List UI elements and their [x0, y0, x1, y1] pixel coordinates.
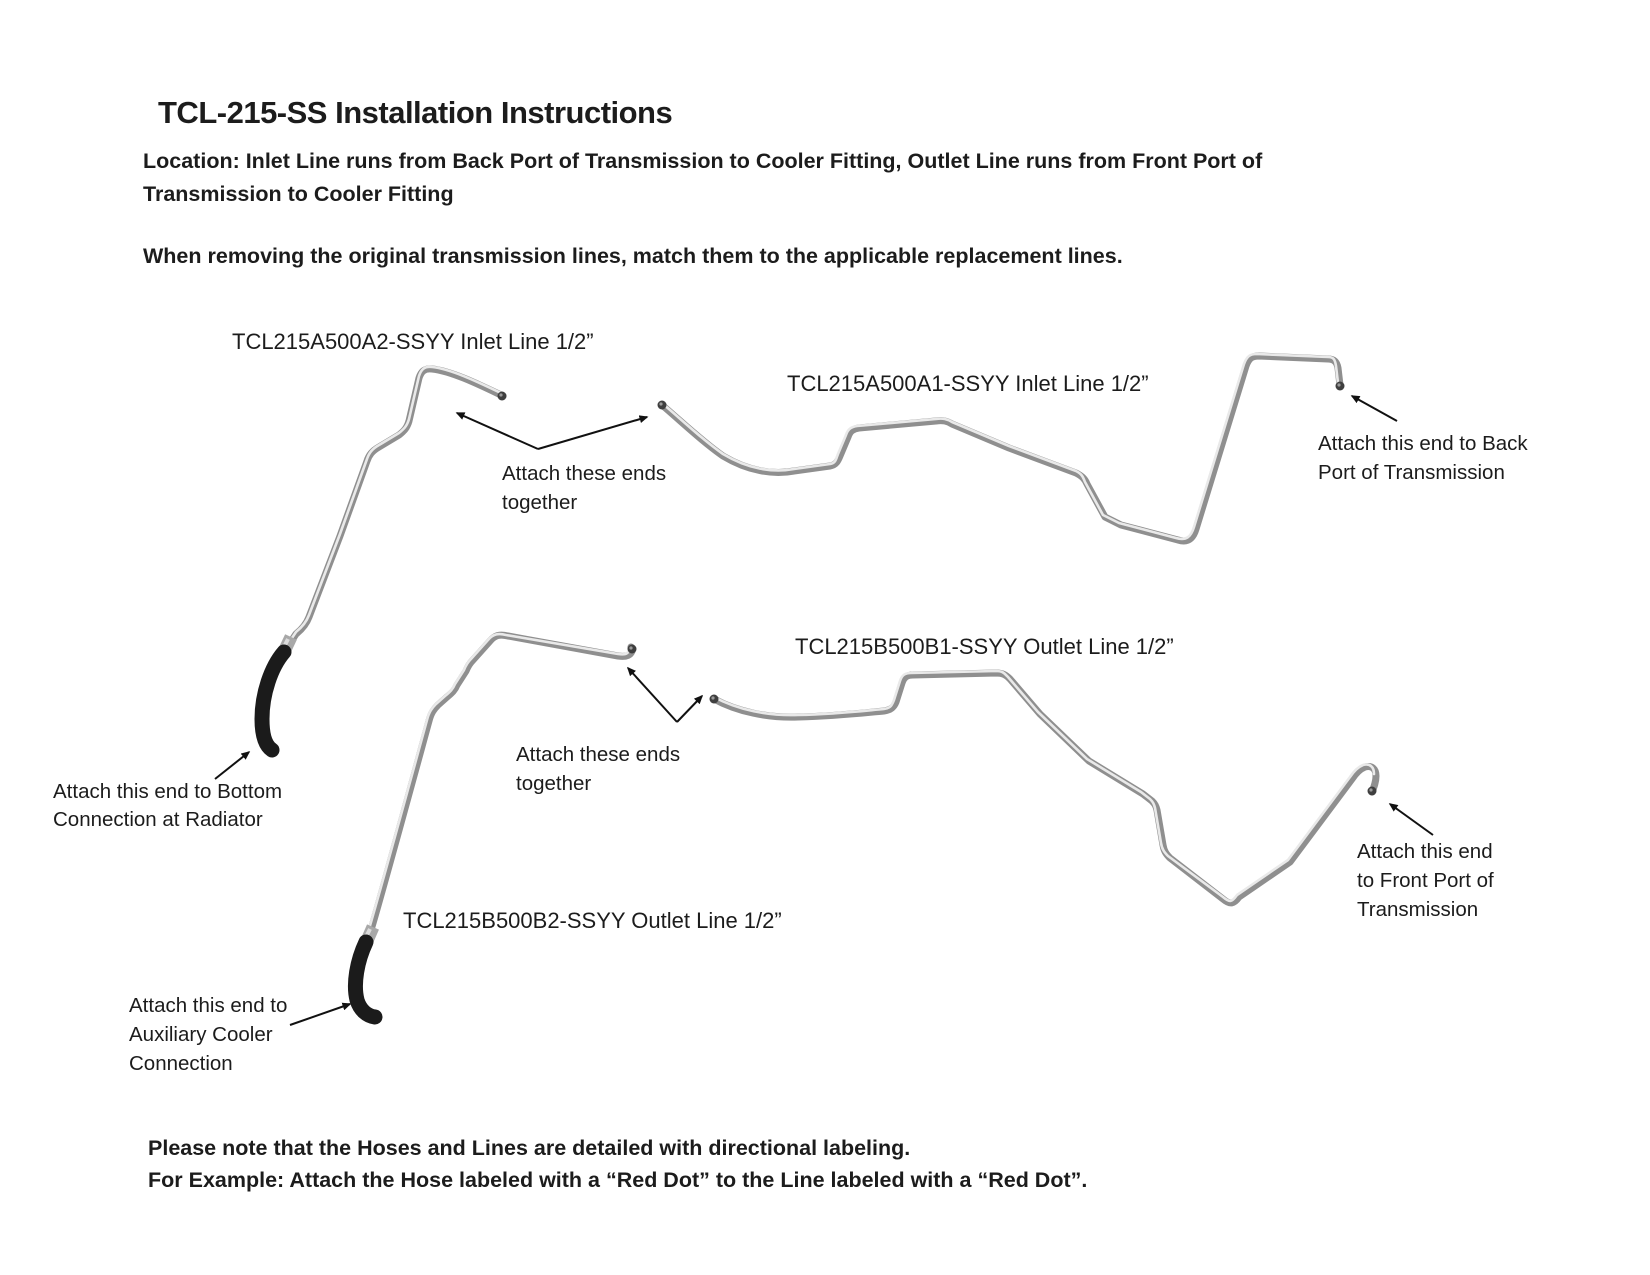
annotation-line: Auxiliary Cooler — [129, 1023, 273, 1046]
annotation-line: Attach this end — [1357, 840, 1493, 863]
annotation-line: Attach these ends — [516, 743, 681, 766]
annotation-line: together — [502, 491, 578, 514]
arrow-radiator — [215, 752, 249, 779]
annotation-front-port — [1357, 837, 1494, 924]
footer-note-line-2: For Example: Attach the Hose labeled with a “Red Dot” to the Line labeled with a “Red Dot”. — [148, 1168, 1088, 1192]
part-label-b2: TCL215B500B2-SSYY Outlet Line 1/2” — [403, 908, 782, 933]
annotation-line: Attach these ends — [502, 462, 667, 485]
footer-note-line-1: Please note that the Hoses and Lines are detailed with directional labeling. — [148, 1136, 911, 1160]
annotation-line: Port of Transmission — [1318, 461, 1505, 484]
outlet-line-b1-tube — [710, 671, 1377, 903]
annotation-line: Attach this end to Back — [1318, 432, 1528, 455]
annotation-line: Attach this end to Bottom — [53, 780, 283, 803]
part-label-b1: TCL215B500B1-SSYY Outlet Line 1/2” — [795, 634, 1174, 659]
arrow-to-a2-end — [457, 413, 538, 449]
arrow-to-b1-end — [677, 696, 702, 722]
match-note: When removing the original transmission lines, match them to the applicable replacement lines. — [143, 244, 1123, 268]
inlet-line-a2-tube — [262, 367, 507, 750]
annotation-line: Connection at Radiator — [53, 808, 263, 831]
annotation-attach-ends-mid — [516, 740, 680, 798]
b2-rubber-hose — [355, 942, 375, 1017]
location-line-2: Transmission to Cooler Fitting — [143, 182, 454, 206]
annotation-line: Attach this end to — [129, 994, 288, 1017]
part-label-a1: TCL215A500A1-SSYY Inlet Line 1/2” — [787, 371, 1149, 396]
page-title: TCL-215-SS Installation Instructions — [158, 95, 673, 130]
annotation-line: Transmission — [1357, 898, 1479, 921]
arrow-aux-cooler — [290, 1004, 350, 1025]
arrow-to-a1-end — [538, 417, 647, 449]
a2-rubber-hose — [262, 652, 284, 750]
arrow-back-port — [1352, 396, 1397, 421]
location-line-1: Location: Inlet Line runs from Back Port of Transmission to Cooler Fitting, Outlet Line runs from Front Port of — [143, 149, 1263, 173]
annotation-attach-ends-top — [502, 459, 666, 517]
annotation-radiator — [53, 778, 282, 834]
outlet-line-b2-tube — [355, 634, 636, 1017]
annotation-back-port — [1318, 429, 1528, 487]
arrow-front-port — [1390, 804, 1433, 835]
part-label-a2: TCL215A500A2-SSYY Inlet Line 1/2” — [232, 329, 594, 354]
annotation-aux-cooler — [129, 991, 287, 1078]
annotation-line: together — [516, 772, 592, 795]
arrow-to-b2-end — [628, 668, 677, 722]
annotation-line: Connection — [129, 1052, 233, 1075]
annotation-line: to Front Port of — [1357, 869, 1494, 892]
callout-arrows — [215, 396, 1433, 1025]
